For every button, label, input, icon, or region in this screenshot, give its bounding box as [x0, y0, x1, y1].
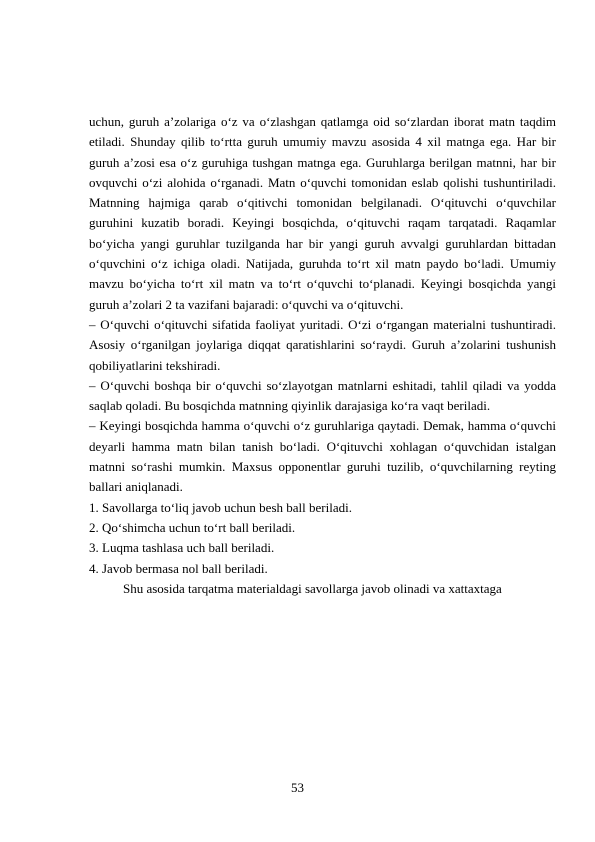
paragraph-return-to-groups: – Keyingi bosqichda hamma o‘quvchi o‘z guruhlariga qaytadi. Demak, hamma o‘quvchi deyarli hamma matn bilan tanish bo‘ladi. O‘qituvchi xohlagan o‘quvchidan istalgan matnni so‘rashi mumkin. Maxsus opponentlar guruhi tuzilib, o‘quvchilarning reyting ballari aniqlanadi. [89, 418, 556, 495]
list-item-score-additional: 2. Qo‘shimcha uchun to‘rt ball beriladi. [89, 519, 296, 535]
paragraph-method-description: uchun, guruh a’zolariga o‘z va o‘zlashgan qatlamga oid so‘zlardan iborat matn taqdim etiladi. Shunday qilib to‘rtta guruh umumiy mavzu asosida 4 xil matnga ega. Har bir guruh a’zosi esa o‘z guruhiga tushgan matnga ega. Guruhlarga berilgan matnni, har bir ovquvchi o‘zi alohida o‘rganadi. Matn o‘quvchi tomonidan eslab qolishi tushuntiriladi. Matnning hajmiga qarab o‘qitivchi tomonidan belgilanadi. O‘qituvchi o‘quvchilar guruhini kuzatib boradi. Keyingi bosqichda, o‘qituvchi raqam tarqatadi. Raqamlar bo‘yicha yangi guruhlar tuzilganda har bir yangi guruh avvalgi guruhlardan bittadan o‘quvchini o‘z ichiga oladi. Natijada, guruhda to‘rt xil matn paydo bo‘ladi. Umumiy mavzu bo‘yicha to‘rt xil matn va to‘rt o‘quvchi to‘planadi. Keyingi bosqichda yangi guruh a’zolari 2 ta vazifani bajaradi: o‘quvchi va o‘qituvchi. [89, 114, 556, 312]
page-number: 53 [291, 780, 304, 795]
list-item-score-full: 1. Savollarga to‘liq javob uchun besh ball beriladi. [89, 499, 352, 515]
list-item-score-none: 4. Javob bermasa nol ball beriladi. [89, 560, 268, 576]
paragraph-student-as-teacher: – O‘quvchi o‘qituvchi sifatida faoliyat yuritadi. O‘zi o‘rgangan materialni tushuntiradi. Asosiy o‘rganilgan joylariga diqqat qaratishlarini so‘raydi. Guruh a’zolarini tushunish qobiliyatlarini tekshiradi. [89, 316, 556, 373]
list-item-score-remark: 3. Luqma tashlasa uch ball beriladi. [89, 540, 275, 556]
document-body [89, 112, 556, 599]
paragraph-conclusion: Shu asosida tarqatma materialdagi savollarga javob olinadi va xattaxtaga [123, 580, 502, 596]
paragraph-student-listens: – O‘quvchi boshqa bir o‘quvchi so‘zlayotgan matnlarni eshitadi, tahlil qiladi va yodda saqlab qoladi. Bu bosqichda matnning qiyinlik darajasiga ko‘ra vaqt beriladi. [89, 377, 556, 414]
